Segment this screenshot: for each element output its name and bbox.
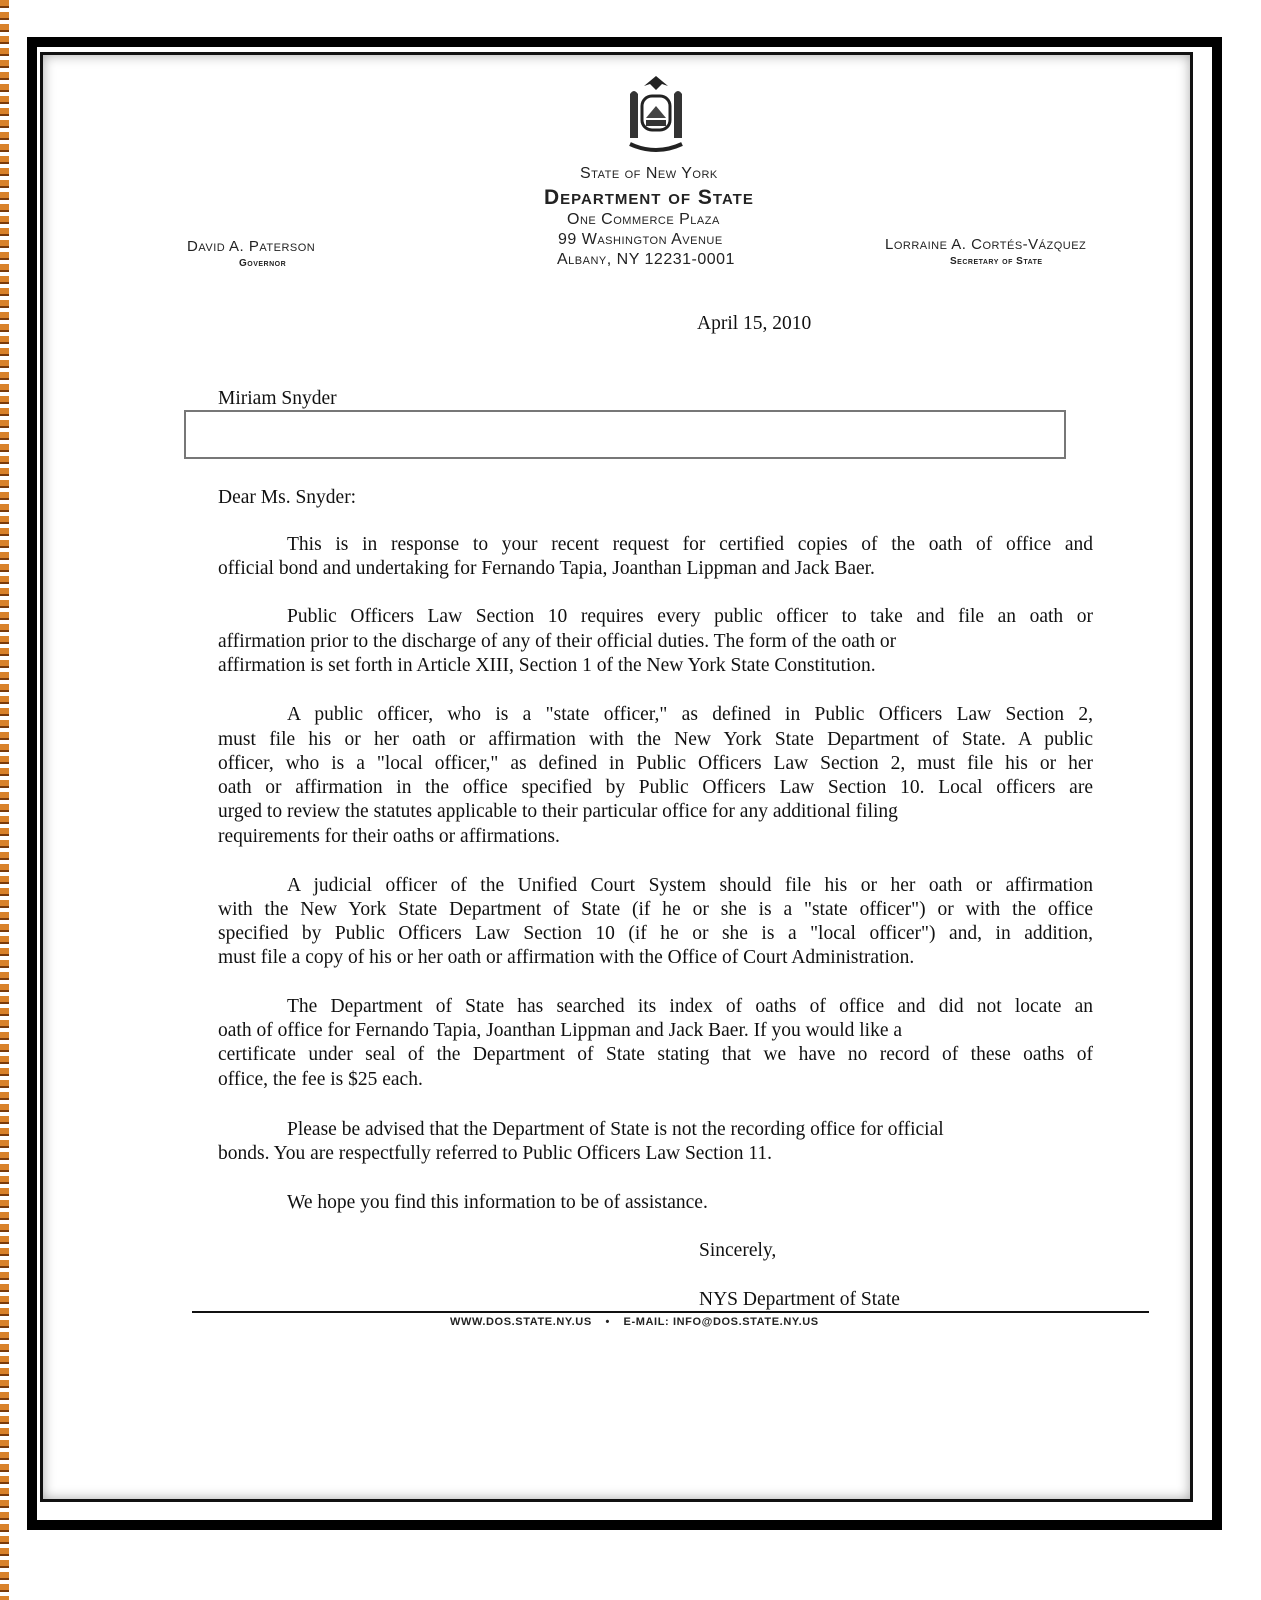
paragraph-line: Public Officers Law Section 10 requires every public officer to take and file an oath or [287, 606, 1093, 627]
paragraph-line: official bond and undertaking for Fernando Tapia, Joanthan Lippman and Jack Baer. [218, 558, 875, 579]
paragraph-line: must file his or her oath or affirmation with the New York State Department of State. A public [218, 729, 1093, 750]
paragraph-line: oath of office for Fernando Tapia, Joanthan Lippman and Jack Baer. If you would like a [218, 1020, 903, 1041]
salutation: Dear Ms. Snyder: [218, 487, 357, 508]
paragraph-line: certificate under seal of the Department of State stating that we have no record of these oaths of [218, 1044, 1093, 1065]
letterhead-state: State of New York [580, 165, 718, 182]
letterhead-address-line: One Commerce Plaza [567, 211, 720, 228]
recipient-name: Miriam Snyder [218, 388, 337, 409]
footer-separator: • [605, 1316, 610, 1328]
paragraph-line: requirements for their oaths or affirmations. [218, 826, 560, 847]
governor-name: David A. Paterson [187, 238, 316, 255]
paragraph-line: officer, who is a "local officer," as defined in Public Officers Law Section 2, must file his or her [218, 753, 1093, 774]
footer-email: E-MAIL: INFO@DOS.STATE.NY.US [623, 1316, 819, 1328]
paragraph-line: The Department of State has searched its index of oaths of office and did not locate an [287, 996, 1093, 1017]
paragraph-line: bonds. You are respectfully referred to Public Officers Law Section 11. [218, 1143, 772, 1164]
letterhead-address-line: 99 Washington Avenue [558, 231, 723, 248]
paragraph-line: urged to review the statutes applicable to their particular office for any additional filing [218, 801, 898, 822]
footer [450, 1316, 819, 1328]
letterhead-address-line: Albany, NY 12231-0001 [557, 251, 735, 268]
paragraph-line: A public officer, who is a "state officer," as defined in Public Officers Law Section 2, [287, 704, 1093, 725]
paragraph-line: with the New York State Department of State (if he or she is a "state officer") or with the office [218, 899, 1093, 920]
paragraph-line: specified by Public Officers Law Section 10 (if he or she is a "local officer") and, in addition, [218, 923, 1093, 944]
paragraph-line: must file a copy of his or her oath or affirmation with the Office of Court Administration. [218, 947, 915, 968]
secretary-name: Lorraine A. Cortés-Vázquez [885, 236, 1087, 253]
governor-title: Governor [239, 258, 287, 269]
paragraph-line: affirmation prior to the discharge of any of their official duties. The form of the oath or [218, 631, 897, 652]
paragraph-line: office, the fee is $25 each. [218, 1069, 423, 1090]
letter-date: April 15, 2010 [697, 313, 812, 334]
paragraph-line: affirmation is set forth in Article XIII, Section 1 of the New York State Constitution. [218, 655, 876, 676]
signature: NYS Department of State [699, 1289, 900, 1310]
paragraph-line: We hope you find this information to be of assistance. [287, 1192, 708, 1213]
footer-website: WWW.DOS.STATE.NY.US [450, 1316, 592, 1328]
redacted-address-box [184, 410, 1066, 459]
letterhead-department: Department of State [544, 186, 754, 209]
paragraph-line: Please be advised that the Department of State is not the recording office for official [287, 1119, 944, 1140]
new-york-state-seal-icon [624, 72, 688, 162]
footer-rule [192, 1311, 1149, 1313]
secretary-title: Secretary of State [950, 256, 1043, 267]
paragraph-line: oath or affirmation in the office specified by Public Officers Law Section 10. Local officers are [218, 777, 1093, 798]
paragraph-line: A judicial officer of the Unified Court System should file his or her oath or affirmation [287, 875, 1093, 896]
paragraph-line: This is in response to your recent request for certified copies of the oath of office and [287, 534, 1093, 555]
closing: Sincerely, [699, 1240, 777, 1261]
decorative-border-strip [0, 0, 9, 1600]
